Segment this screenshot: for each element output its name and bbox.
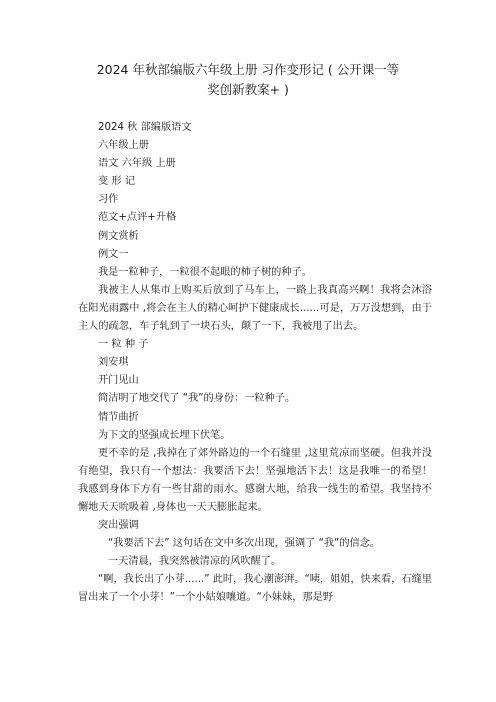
text-line: 情节曲折 <box>98 411 139 423</box>
text-line: 变 形 记 <box>98 176 136 188</box>
text-line: 刘安琪 <box>98 357 129 369</box>
text-line: 六年级上册 <box>98 140 149 152</box>
text-paragraph: “啊，我长出了小芽......” 此时，我心潮澎湃。“咦，姐姐，快来看，石缝里冒出来了一个小芽！”一个小姑娘嚷道。“小妹妹，那是野 <box>78 574 432 604</box>
title-line-1: 2024 年秋部编版六年级上册 习作变形记 ( 公开课一等 <box>96 62 400 77</box>
document-title <box>0 60 496 100</box>
text-paragraph: 更不幸的是 ,我掉在了郊外路边的一个石缝里 ,这里荒凉而坚硬。但我并没有绝望，我只有一个想法：我要活下去！坚强地活下去！这是我唯一的希望！我感到身体下方有一些甘甜的雨水。感谢大地，给我一线生的希望。我坚持不懈地天天吮吸着 ,身体也一天天膨胀起来。 <box>78 447 432 513</box>
title-line-2: 奖创新教案+ ) <box>207 82 289 97</box>
text-line: 语文 六年级 上册 <box>98 158 176 170</box>
text-paragraph: 我被主人从集市上购买后放到了马车上，一路上我真高兴啊！我将会沐浴在阳光雨露中 ,将会在主人的精心呵护下健康成长......可是，万万没想到，由于主人的疏忽，车子轧到了一块石头，颠了一下，我被甩了出去。 <box>78 284 432 333</box>
text-line: 2024 秋 部编版语文 <box>98 122 192 133</box>
text-line: “我要活下去” 这句话在文中多次出现，强调了 “我”的信念。 <box>108 538 381 550</box>
text-line: 例文一 <box>98 248 129 260</box>
text-line: 开门见山 <box>98 375 139 387</box>
text-line: 我是一粒种子，一粒很不起眼的柿子树的种子。 <box>98 266 312 278</box>
text-line: 一 粒 种 子 <box>98 339 149 351</box>
document-body <box>78 119 432 608</box>
text-line: 习作 <box>98 194 119 206</box>
text-line: 范文+点评+升格 <box>98 212 177 224</box>
text-line: 为下文的坚强成长埋下伏笔。 <box>98 429 231 441</box>
text-line: 简洁明了地交代了 “我”的身份：一粒种子。 <box>98 393 296 405</box>
text-line: 一天清晨，我突然被清凉的风吹醒了。 <box>108 556 282 568</box>
text-line: 突出强调 <box>98 520 139 532</box>
text-line: 例文赏析 <box>98 230 139 242</box>
